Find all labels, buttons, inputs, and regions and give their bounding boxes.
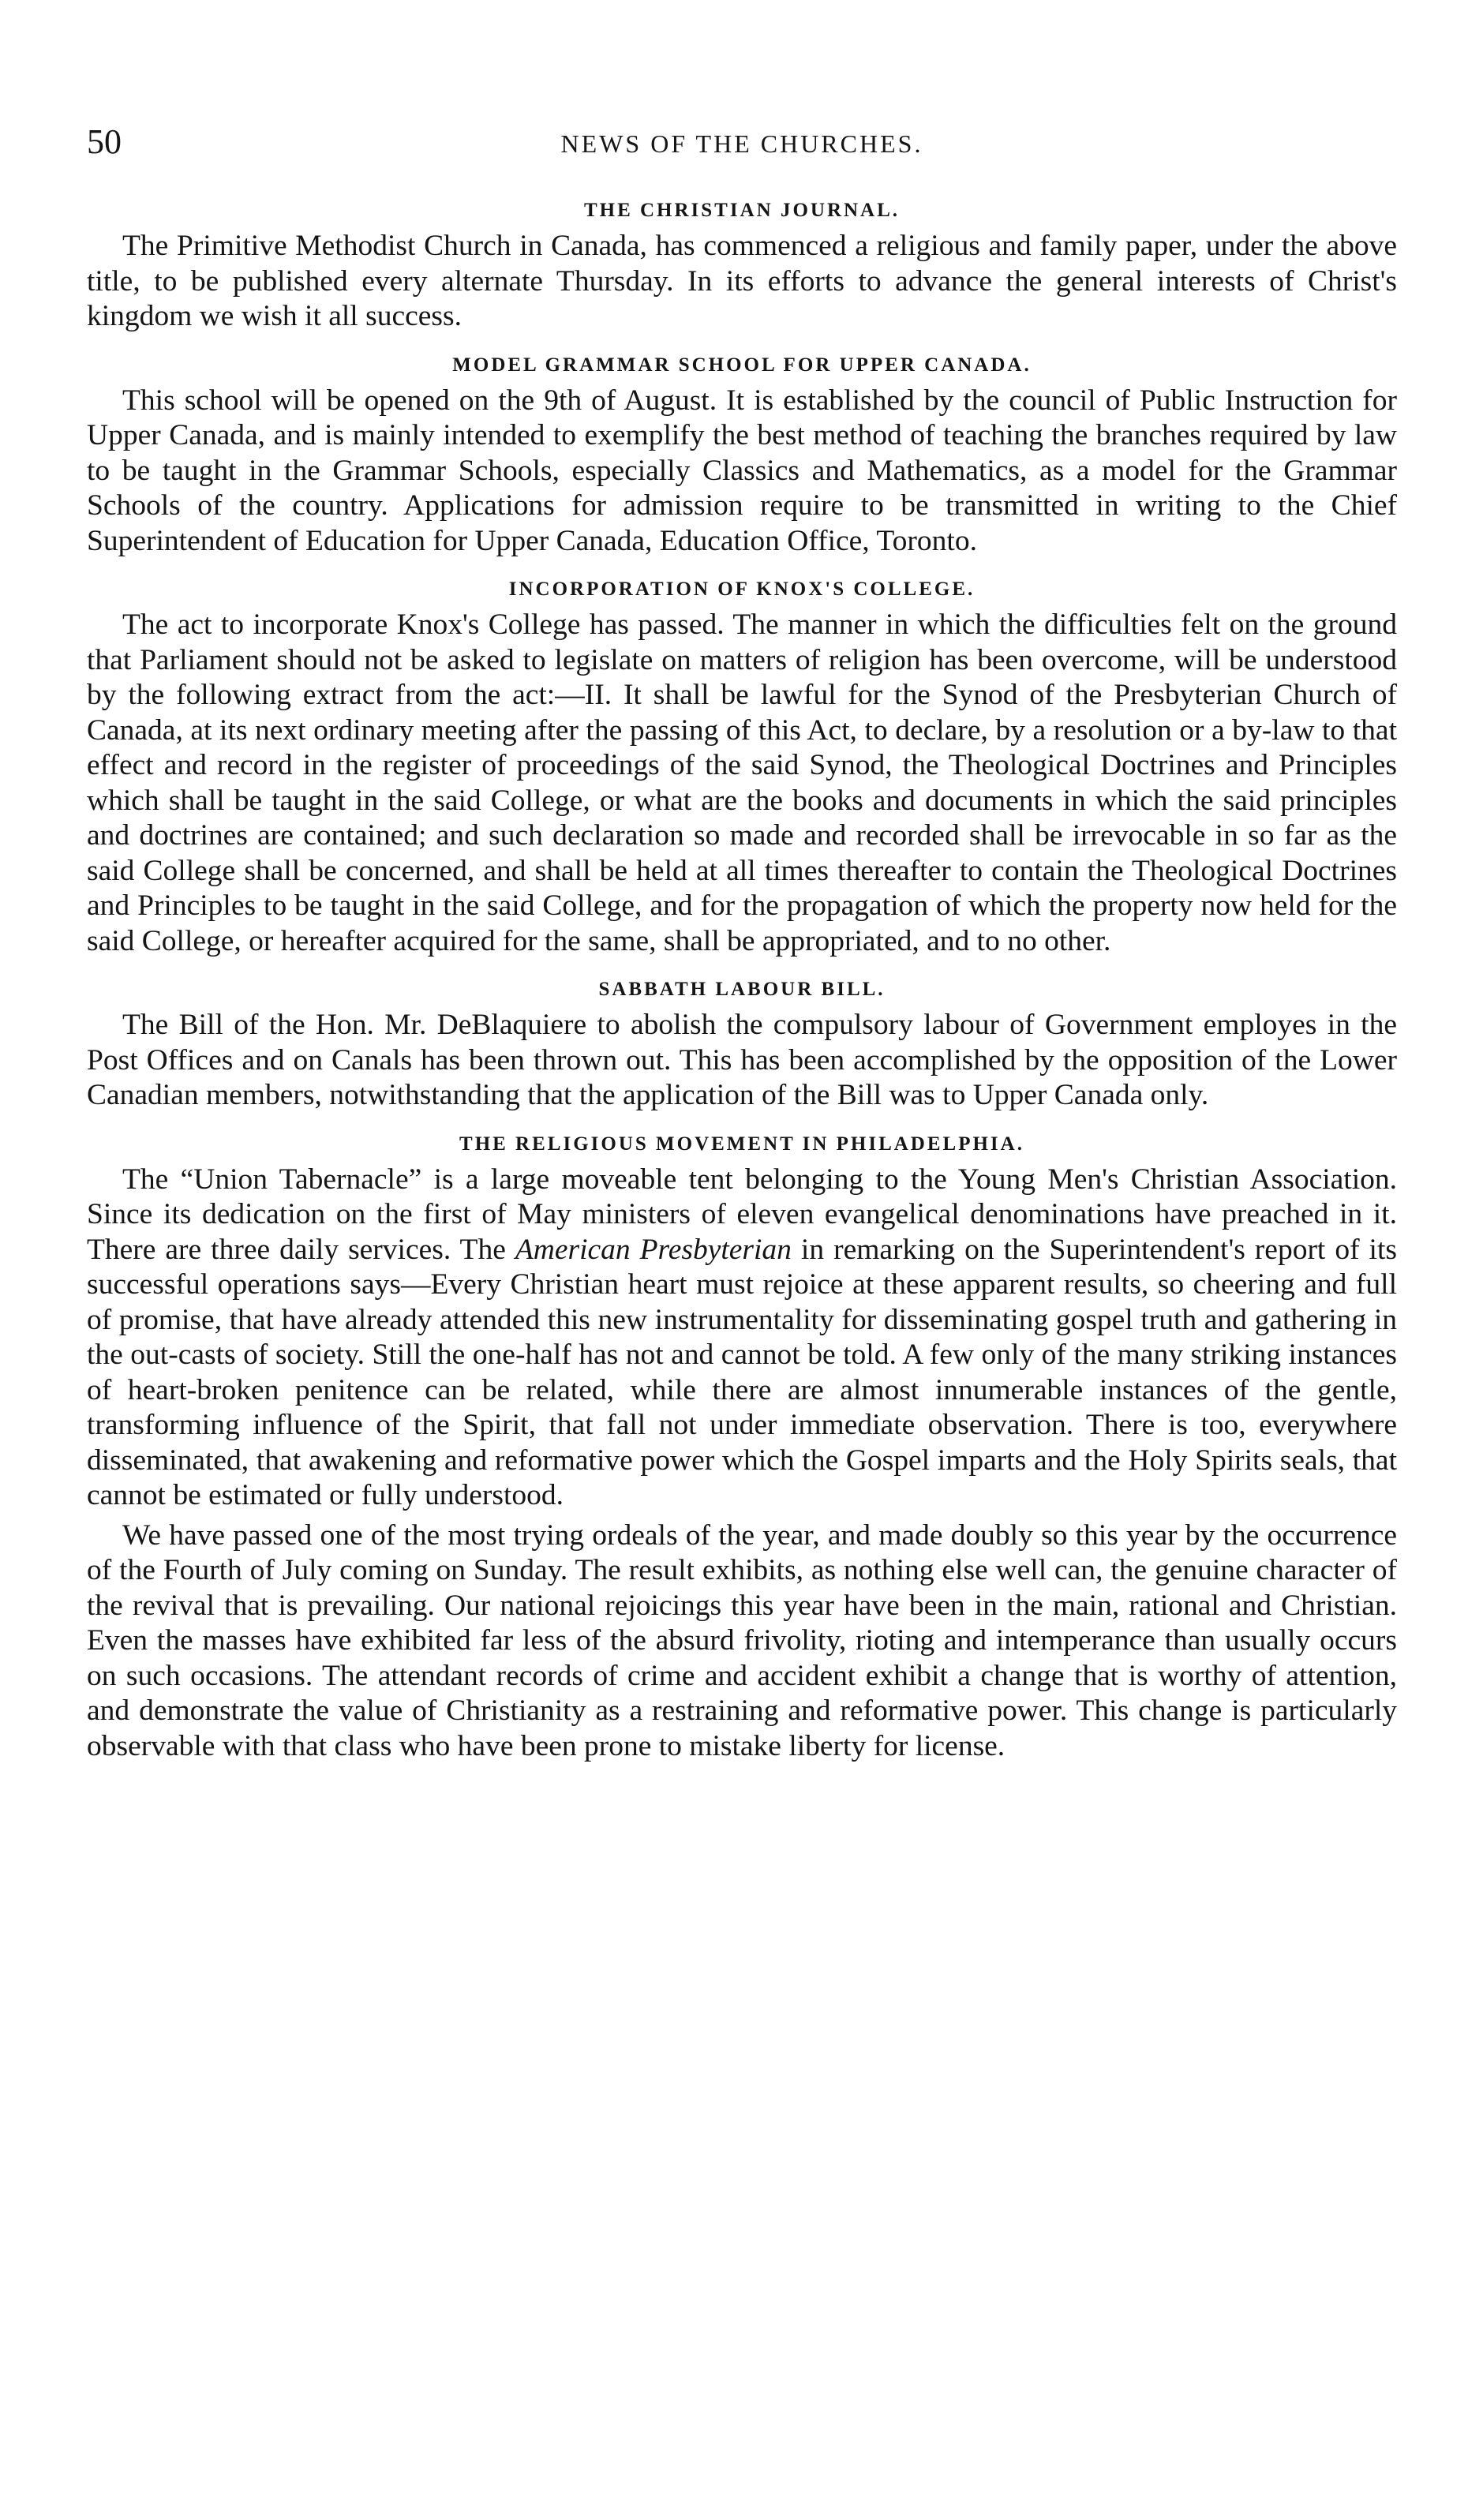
- article-paragraph: We have passed one of the most trying ordeals of the year, and made doubly so this year by the occurrence of the Fourth of July coming on Sunday. The result exhibits, as nothing else well can, the genuine character of the revival that is prevailing. Our national rejoicings this year have been in the main, rational and Christian. Even the masses have exhibited far less of the absurd frivolity, rioting and intemperance than usually occurs on such occasions. The attendant records of crime and accident exhibit a change that is worthy of attention, and demonstrate the value of Christianity as a restraining and reformative power. This change is particularly observable with that class who have been prone to mistake liberty for license.: [87, 1518, 1397, 1762]
- periodical-title: American Presbyterian: [515, 1233, 792, 1266]
- paragraph-text: in remarking on the Superintendent's report of its successful operations says—Every Christian heart must rejoice at these apparent results, so cheering and full of promise, that have already attended this new instrumentality for disseminating gospel truth and gathering in the out-casts of society. Still the one-half has not and cannot be told. A few only of the many striking instances of heart-broken penitence can be related, while there are almost innumerable instances of the gentle, transforming influence of the Spirit, that fall not under immediate observation. There is too, everywhere disseminated, that awakening and reformative power which the Gospel imparts and the Holy Spirits seals, that cannot be estimated or fully understood.: [87, 1233, 1397, 1511]
- article-heading: THE RELIGIOUS MOVEMENT IN PHILADELPHIA.: [459, 1133, 1024, 1155]
- article-paragraph: This school will be opened on the 9th of August. It is established by the council of Public Instruction for Upper Canada, and is mainly intended to exemplify the best method of teaching the branches required by law to be taught in the Grammar Schools, especially Classics and Mathematics, as a model for the Grammar Schools of the country. Applications for admission require to be transmitted in writing to the Chief Superintendent of Education for Upper Canada, Education Office, Toronto.: [87, 384, 1397, 557]
- article-heading: MODEL GRAMMAR SCHOOL FOR UPPER CANADA.: [452, 354, 1032, 376]
- article-sabbath-labour-bill: [87, 976, 1397, 1114]
- article-model-grammar-school: [87, 352, 1397, 560]
- article-philadelphia-movement: [87, 1131, 1397, 1765]
- article-heading: INCORPORATION OF KNOX'S COLLEGE.: [508, 579, 976, 600]
- page-number: 50: [87, 122, 122, 161]
- article-paragraph: The Bill of the Hon. Mr. DeBlaquiere to abolish the compulsory labour of Government employes in the Post Offices and on Canals has been thrown out. This has been accomplished by the opposition of the Lower Canadian members, notwithstanding that the application of the Bill was to Upper Canada only.: [87, 1009, 1397, 1111]
- article-knoxs-college: [87, 576, 1397, 959]
- article-heading: SABBATH LABOUR BILL.: [598, 979, 886, 1000]
- page: [87, 118, 1397, 1769]
- article-heading: THE CHRISTIAN JOURNAL.: [583, 200, 901, 221]
- running-head: [87, 118, 1397, 166]
- paragraph-text: The: [459, 1233, 515, 1266]
- running-title: NEWS OF THE CHURCHES.: [560, 129, 923, 158]
- article-christian-journal: [87, 197, 1397, 335]
- article-paragraph: The Primitive Methodist Church in Canada, has commenced a religious and family paper, under the above title, to be published every alternate Thursday. In its efforts to advance the general interests of Christ's kingdom we wish it all success.: [87, 230, 1397, 332]
- paragraph-text: The “Union Tabernacle” is a large moveable tent belonging to the Young Men's Christian Association. Since its dedication on the first of May ministers of eleven evangelical denominations have preached in it. There are three daily services.: [87, 1163, 1397, 1266]
- article-paragraph: The act to incorporate Knox's College has passed. The manner in which the difficulties felt on the ground that Parliament should not be asked to legislate on matters of religion has been overcome, will be understood by the following extract from the act:—II. It shall be lawful for the Synod of the Presbyterian Church of Canada, at its next ordinary meeting after the passing of this Act, to declare, by a resolution or a by-law to that effect and record in the register of proceedings of the said Synod, the Theological Doctrines and Principles which shall be taught in the said College, or what are the books and documents in which the said principles and doctrines are contained; and such declaration so made and recorded shall be irrevocable in so far as the said College shall be concerned, and shall be held at all times thereafter to contain the Theological Doctrines and Principles to be taught in the said College, and for the propagation of which the property now held for the said College, or hereafter acquired for the same, shall be appropriated, and to no other.: [87, 608, 1397, 957]
- article-paragraph: [87, 1163, 1397, 1514]
